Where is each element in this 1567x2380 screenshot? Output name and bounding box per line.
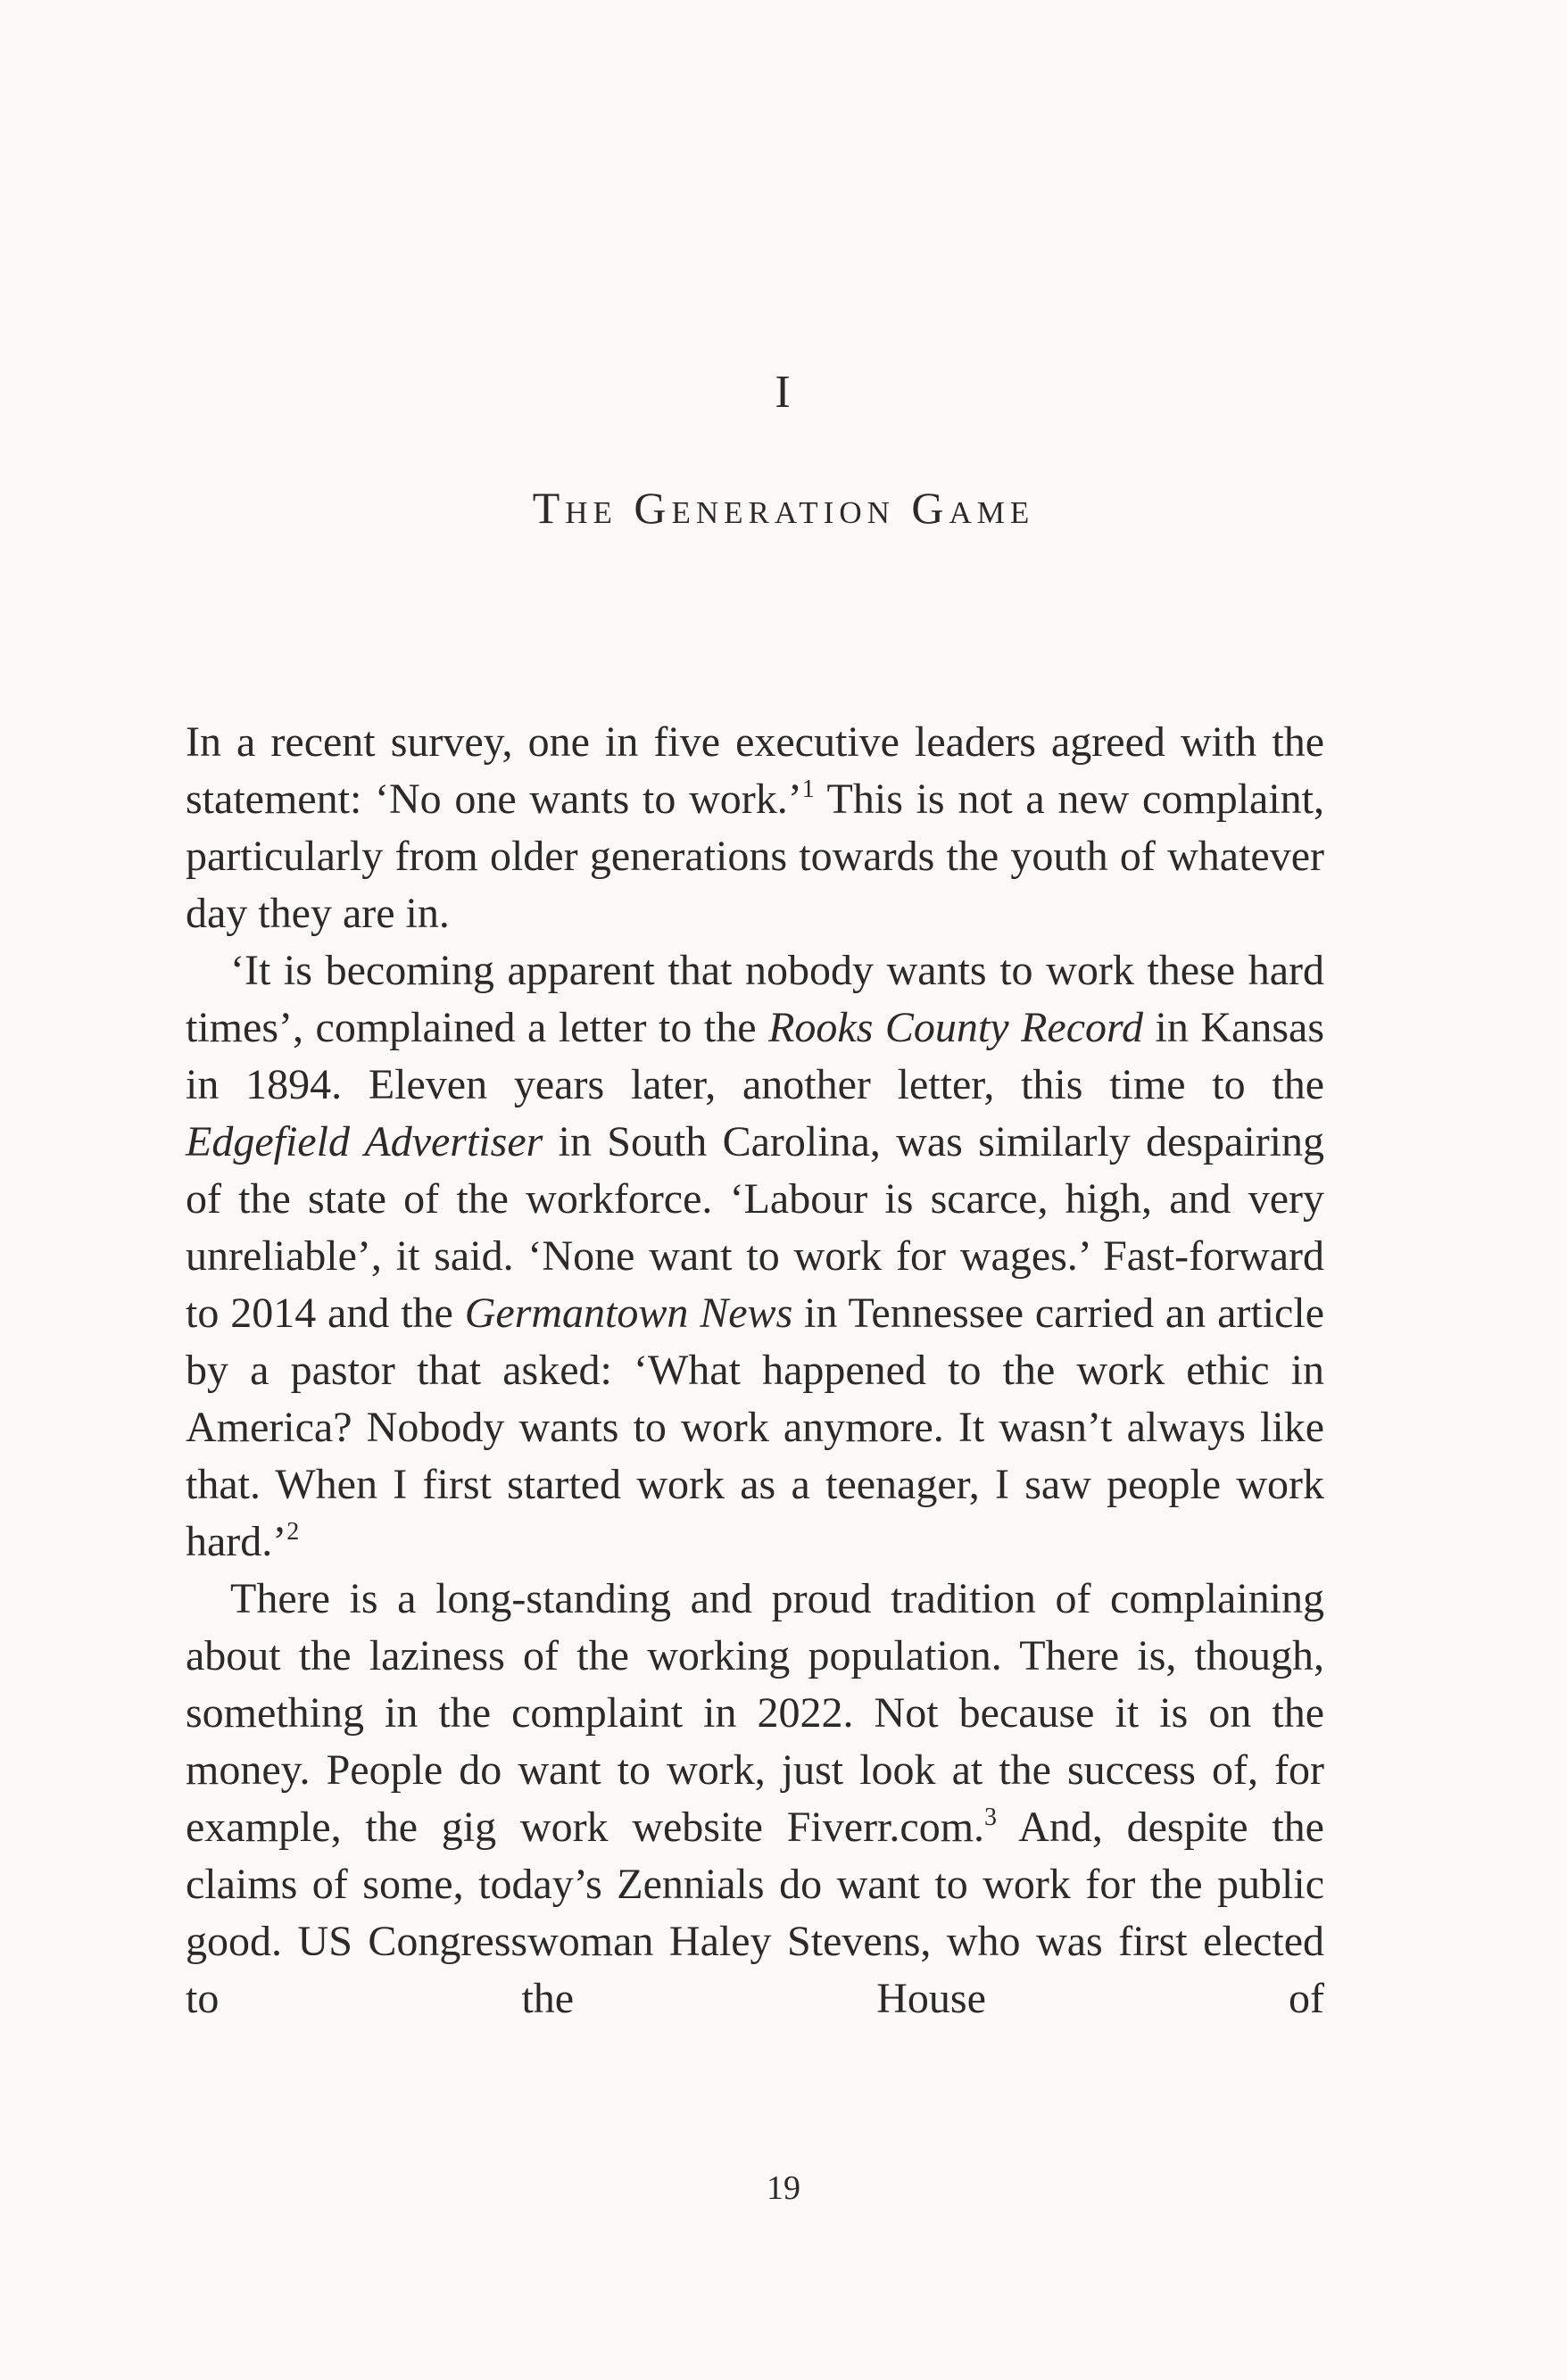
footnote-ref-1: 1 xyxy=(801,775,815,803)
footnote-ref-2: 2 xyxy=(286,1518,300,1546)
body-text xyxy=(186,714,1324,2028)
text-run: ‘It is becoming apparent that nobody wants to work these hard times’, complained a letter to the xyxy=(186,947,1324,1051)
text-run: in Kansas in 1894. Eleven years later, another letter, this time to the xyxy=(186,1004,1325,1108)
text-run: In a recent survey, one in five executive leaders agreed with the statement: ‘No one wants to work.’ xyxy=(186,718,1324,823)
paragraph-1 xyxy=(186,714,1324,942)
paragraph-3 xyxy=(186,1571,1324,2028)
text-run: There is a long-standing and proud tradition of complaining about the laziness of the working population. There is, though, something in the complaint in 2022. Not because it is on the money. People do want to work, just look at the success of, for example, the gig work website Fiverr.com. xyxy=(186,1575,1324,1851)
text-run: And, despite the claims of some, today’s Zennials do want to work for the public good. US Congresswoman Haley Stevens, who was first elected to the House of xyxy=(186,1804,1324,2022)
chapter-number: I xyxy=(775,367,792,418)
paragraph-2 xyxy=(186,942,1324,1571)
text-run: This is not a new complaint, particularly from older generations towards the youth of whatever day they are in. xyxy=(186,775,1325,937)
page-number: 19 xyxy=(767,2169,800,2207)
publication-title: Rooks County Record xyxy=(768,1004,1143,1051)
footnote-ref-3: 3 xyxy=(984,1804,998,1831)
text-run: in South Carolina, was similarly despairing of the state of the workforce. ‘Labour is scarce, high, and very unreliable’, it said. ‘None want to work for wages.’ Fast-forward to 2014 and the xyxy=(186,1118,1325,1337)
publication-title: Germantown News xyxy=(464,1290,793,1337)
publication-title: Edgefield Advertiser xyxy=(186,1118,543,1165)
chapter-title: The Generation Game xyxy=(532,483,1035,533)
text-run: in Tennessee carried an article by a pastor that asked: ‘What happened to the work ethic in America? Nobody wants to work anymore. It wasn’t always like that. When I first started work as a teenager, I saw people work hard.’ xyxy=(186,1290,1325,1565)
